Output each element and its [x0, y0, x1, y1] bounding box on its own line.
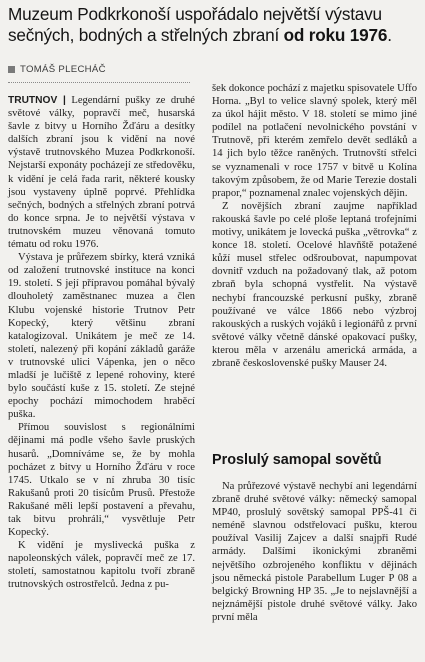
- paragraph: TRUTNOV | Legendární pušky ze druhé světové války, popravčí meč, husarská šavle z bitvy u Horního Žďáru a desítky dalších zbraní jsou k vidění na nové výstavě trutnovského Muzea Podkrkonoší. Nejstarší exponáty pocházejí ze středověku, k vidění je celá řada rarit, některé kousky jsou vystaveny úplně poprvé. Přehlídka sečných, bodných a střelných zbraní potrvá do konce srpna. Je to největší výstava v trutnovském muzeu věnovaná tomuto tématu od roku 1976.: [8, 95, 196, 251]
- byline: [8, 64, 106, 75]
- subheading: Proslulý samopal sovětů: [212, 452, 382, 468]
- paragraph: šek dokonce pochází z majetku spisovatele Uffo Horna. „Byl to velice slavný spolek, který měl za úkol hájit město. V 18. století se mimo jiné podílel na potlačení nevolnického povstání v Trutnově, při kterém zemřelo devět sedláků a 14 jich bylo těžce raněných. Trutnovští střelci se vyznamenali v roce 1757 v bitvě u Kolína takovým způsobem, že od Marie Terezie dostali prapor,“ poznamenal znalec vojenských dějin.: [212, 83, 417, 199]
- article-column-2: [212, 82, 417, 370]
- byline-divider: [8, 82, 190, 83]
- paragraph: Výstava je průřezem sbírky, která vzniká od založení trutnovské instituce na konci 19. století. S její přípravou pomáhal bývalý dlouholetý zaměstnanec muzea a člen Klubu vojenské historie Trutnov Petr Kopecký, který většinu zbraní katalogizoval. Unikátem je meč ze 14. století, nalezený při kopání základů garáže v trutnovské ulici Vápenka, jen o něco mladší je lučiště z lepené rohoviny, které bylo součástí kuše z 15. století. Ze stejné epochy pochází mimochodem hraběcí puška.: [8, 252, 195, 421]
- headline: [8, 4, 418, 46]
- headline-bold: od roku 1976: [283, 25, 388, 45]
- paragraph: K vidění je myslivecká puška z napoleonských válek, popravčí meč ze 17. století, samostatnou kapitolu tvoří zbraně trutnovských ostrostřelců. Jedna z pu-: [8, 540, 195, 591]
- paragraph: Na průřezové výstavě nechybí ani legendární zbraně druhé světové války: německý samopal MP40, proslulý sovětský samopal PPŠ-41 či neméně slavnou odstřelovací pušku, kterou používal Vasilij Zajcev a další snajpři Rudé armády. Dalšími ikonickými zbraněmi největšího ozbrojeného konfliktu v dějinách jsou německá pistole Parabellum Luger P 08 a belgický Browning HP 35. „Je to nejslavnější a nejznámější pistole druhé světové války. Jako první měla: [212, 481, 417, 623]
- dateline: TRUTNOV |: [8, 95, 66, 106]
- paragraph: Přímou souvislost s regionálními dějinami má podle všeho šavle pruských husarů. „Domníváme se, že by mohla pocházet z bitvy u Horního Žďáru v roce 1745. Utkalo se v ní zhruba 30 tisíc Rakušanů proti 20 tisícům Prusů. Přestože Rakušané měli lepší postavení a převahu, tak bitvu prohráli,“ vysvětluje Petr Kopecký.: [8, 422, 195, 539]
- paragraph: Z novějších zbraní zaujme například rakouská šavle po celé ploše leptaná trofejními motivy, unikátem je lovecká puška „větrovka“ z konce 18. století. Ocelové hlavňště potažené kůží musel střelec odšroubovat, napumpovat dovnitř vzduch na požadovaný tlak, až potom zbraň byla schopná vystřelit. Na výstavě nechybí francouzské perkusní pušky, zbraně používané ve válce 1866 nebo výzbroj rakouských a ruských vojáků i legionářů z první světové války včetně dánské opakovací pušky, kterou měla v arzenálu americká armáda, a zbraně československé pušky Mauser 24.: [212, 200, 417, 369]
- headline-end: .: [387, 25, 392, 45]
- article-column-1: [8, 94, 195, 592]
- author-name: TOMÁŠ PLECHÁČ: [20, 64, 106, 75]
- byline-square-icon: [8, 66, 15, 73]
- article-column-2-lower: [212, 480, 417, 624]
- headline-text: Muzeum Podkrkonoší uspořádalo největší výstavu sečných, bodných a střelných zbraní: [8, 4, 382, 45]
